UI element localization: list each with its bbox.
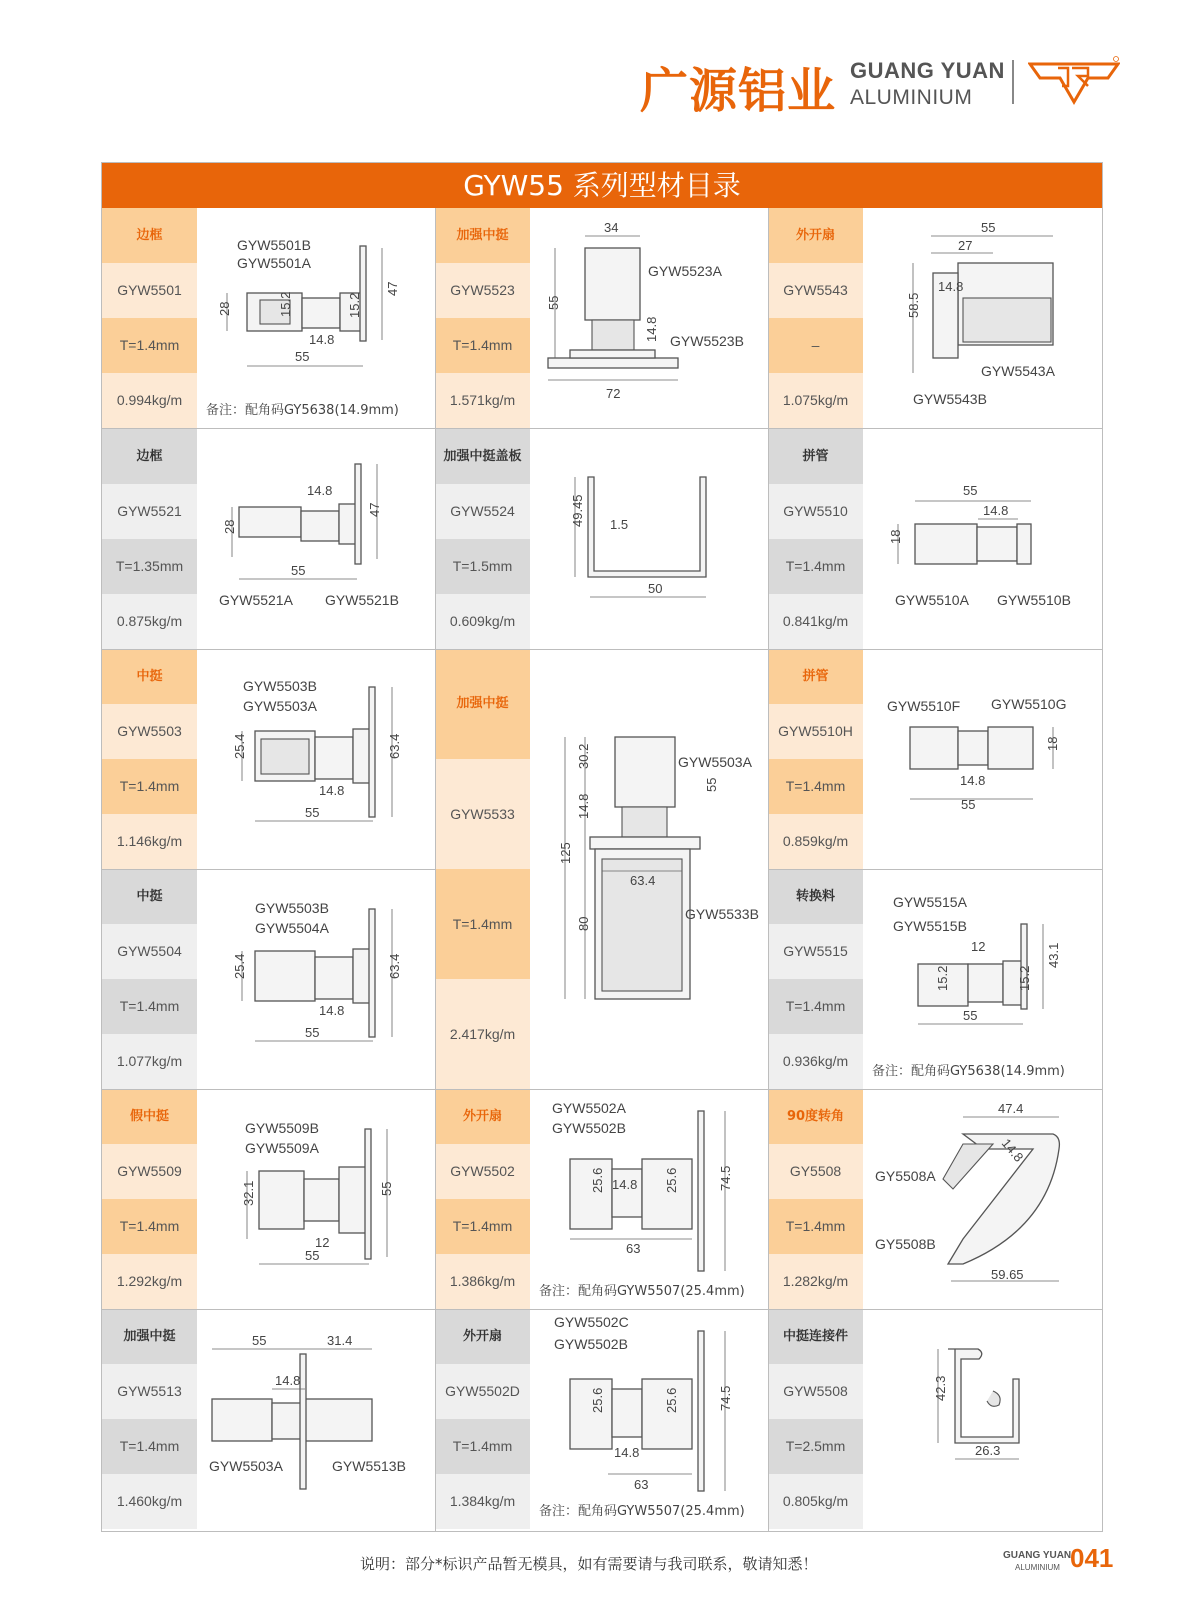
profile-code: GYW5521 (102, 484, 197, 539)
profile-thickness: T=1.5mm (435, 539, 530, 594)
dim-label: 63 (626, 1241, 641, 1256)
profile-thickness: T=1.4mm (768, 979, 863, 1034)
dim-label: 30.2 (576, 743, 591, 769)
profile-label: GYW5503A (678, 754, 752, 770)
catalog-title: GYW55 系列型材目录 (102, 163, 1102, 208)
profile-weight: 1.282kg/m (768, 1254, 863, 1309)
grid-divider (102, 649, 1102, 650)
brand-header (0, 52, 1200, 122)
profile-code: GYW5504 (102, 924, 197, 979)
dim-label: 55 (252, 1333, 267, 1348)
profile-category: 边框 (102, 208, 197, 263)
profile-thickness: T=1.4mm (768, 759, 863, 814)
dim-label: 14.8 (307, 483, 333, 498)
profile-weight: 0.859kg/m (768, 814, 863, 869)
profile-thickness: T=1.4mm (435, 869, 530, 979)
profile-note: 备注：配角码GY5638(14.9mm) (872, 1064, 1065, 1079)
profile-category: 加强中挺 (102, 1309, 197, 1364)
profile-cell (768, 1309, 1101, 1529)
profile-drawing (197, 869, 435, 1089)
dim-label: 14.8 (576, 793, 591, 819)
dim-label: 14.8 (938, 279, 964, 294)
profile-code: GYW5508 (768, 1364, 863, 1419)
dim-label: 55 (704, 777, 719, 792)
profile-label: GYW5533B (685, 906, 759, 922)
profile-cell (768, 208, 1101, 428)
profile-cell (435, 1089, 768, 1309)
dim-label: 14.8 (309, 332, 335, 347)
dim-label: 25.4 (232, 733, 247, 759)
profile-category: 90度转角 (768, 1089, 863, 1144)
dim-label: 43.1 (1046, 942, 1061, 968)
page-number: 041 (1070, 1543, 1114, 1573)
profile-code: GY5508 (768, 1144, 863, 1199)
profile-label: GYW5543B (913, 391, 987, 407)
profile-category: 转换料 (768, 869, 863, 924)
profile-thickness: T=1.4mm (102, 759, 197, 814)
profile-drawing (530, 1089, 768, 1309)
dim-label: 14.8 (614, 1445, 640, 1460)
footer-brand-line2: ALUMINIUM (1015, 1563, 1060, 1572)
profile-category: 外开扇 (435, 1089, 530, 1144)
dim-label: 47 (367, 502, 382, 517)
profile-category: 加强中挺盖板 (435, 429, 530, 484)
grid-divider (102, 869, 435, 870)
profile-cell (435, 429, 768, 649)
profile-category: 加强中挺 (435, 208, 530, 263)
profile-code: GYW5503 (102, 704, 197, 759)
profile-thickness: T=2.5mm (768, 1419, 863, 1474)
profile-label: GYW5502B (554, 1336, 628, 1352)
grid-divider (768, 869, 1102, 870)
profile-drawing (530, 208, 768, 428)
dim-label: 25.4 (232, 953, 247, 979)
profile-label: GYW5515A (893, 894, 967, 910)
profile-drawing (863, 429, 1101, 649)
dim-label: 47 (385, 281, 400, 296)
profile-category: 拼管 (768, 649, 863, 704)
profile-weight: 1.384kg/m (435, 1474, 530, 1529)
dim-label: 55 (546, 295, 561, 310)
profile-weight: 0.805kg/m (768, 1474, 863, 1529)
dim-label: 74.5 (718, 1165, 733, 1191)
profile-drawing (530, 429, 768, 649)
profile-cell (435, 649, 768, 1089)
profile-code: GYW5515 (768, 924, 863, 979)
profile-label: GYW5513B (332, 1458, 406, 1474)
brand-name-cn: 广源铝业 (640, 63, 837, 119)
profile-thickness: T=1.4mm (102, 318, 197, 373)
profile-cell (768, 649, 1101, 869)
dim-label: 58.5 (906, 292, 921, 318)
profile-label: GYW5521B (325, 592, 399, 608)
dim-label: 63 (634, 1477, 649, 1492)
grid-divider (768, 208, 769, 1531)
footer-note: 说明：部分*标识产品暂无模具，如有需要请与我司联系，敬请知悉！ (360, 1555, 818, 1573)
profile-note: 备注：配角码GYW5507(25.4mm) (539, 1504, 745, 1519)
profile-drawing (197, 1089, 435, 1309)
dim-label: 28 (217, 301, 232, 316)
dim-label: 18 (888, 529, 903, 544)
dim-label: 55 (291, 563, 306, 578)
dim-label: 63.4 (630, 873, 656, 888)
profile-cell (435, 1309, 768, 1529)
profile-label: GYW5503B (255, 900, 329, 916)
profile-drawing (197, 649, 435, 869)
profile-label: GYW5510G (991, 696, 1067, 712)
profile-code: GYW5502D (435, 1364, 530, 1419)
profile-label: GYW5543A (981, 363, 1055, 379)
catalog-table (101, 162, 1103, 1532)
profile-drawing (863, 649, 1101, 869)
dim-label: 80 (576, 916, 591, 931)
dim-label: 12 (971, 939, 986, 954)
profile-code: GYW5523 (435, 263, 530, 318)
profile-cell (435, 208, 768, 428)
dim-label: 32.1 (241, 1180, 256, 1206)
dim-label: 26.3 (975, 1443, 1001, 1458)
profile-cell (102, 429, 435, 649)
profile-note: 备注：配角码GYW5507(25.4mm) (539, 1284, 745, 1299)
dim-label: 49.45 (570, 494, 585, 527)
dim-label: 15.2 (278, 291, 293, 317)
dim-label: 14.8 (319, 783, 345, 798)
dim-label: 55 (305, 1025, 320, 1040)
profile-code: GYW5543 (768, 263, 863, 318)
profile-weight: 1.386kg/m (435, 1254, 530, 1309)
dim-label: 14.8 (319, 1003, 345, 1018)
dim-label: 14.8 (983, 503, 1009, 518)
profile-label: GY5508B (875, 1236, 936, 1252)
profile-weight: 0.609kg/m (435, 594, 530, 649)
dim-label: 34 (604, 220, 619, 235)
dim-label: 55 (963, 483, 978, 498)
profile-weight: 1.075kg/m (768, 373, 863, 428)
profile-label: GYW5523B (670, 333, 744, 349)
profile-label: GYW5502C (554, 1314, 629, 1330)
profile-code: GYW5509 (102, 1144, 197, 1199)
profile-label: GYW5501A (237, 255, 311, 271)
profile-label: GYW5501B (237, 237, 311, 253)
dim-label: 12 (315, 1235, 330, 1250)
dim-label: 47.4 (998, 1101, 1024, 1116)
grid-divider (102, 428, 1102, 429)
dim-label: 50 (648, 581, 663, 596)
dim-label: 55 (305, 1248, 320, 1263)
profile-thickness: – (768, 318, 863, 373)
profile-thickness: T=1.4mm (768, 1199, 863, 1254)
profile-label: GYW5510A (895, 592, 969, 608)
profile-category: 加强中挺 (435, 649, 530, 759)
profile-thickness: T=1.4mm (435, 1419, 530, 1474)
profile-code: GYW5533 (435, 759, 530, 869)
profile-code: GYW5524 (435, 484, 530, 539)
profile-label: GYW5502A (552, 1100, 626, 1116)
profile-category: 中挺 (102, 869, 197, 924)
profile-label: GYW5502B (552, 1120, 626, 1136)
profile-weight: 1.292kg/m (102, 1254, 197, 1309)
profile-drawing (863, 869, 1101, 1089)
profile-label: GYW5503A (243, 698, 317, 714)
profile-weight: 2.417kg/m (435, 979, 530, 1089)
dim-label: 31.4 (327, 1333, 353, 1348)
dim-label: 18 (1045, 736, 1060, 751)
dim-label: 55 (963, 1008, 978, 1023)
profile-weight: 1.571kg/m (435, 373, 530, 428)
dim-label: 14.8 (998, 1135, 1027, 1165)
grid-divider (435, 208, 436, 1531)
profile-thickness: T=1.4mm (102, 979, 197, 1034)
dim-label: 25.6 (590, 1387, 605, 1413)
profile-label: GYW5509B (245, 1120, 319, 1136)
dim-label: 28 (222, 519, 237, 534)
profile-label: GYW5523A (648, 263, 722, 279)
profile-weight: 0.936kg/m (768, 1034, 863, 1089)
profile-thickness: T=1.4mm (102, 1199, 197, 1254)
brand-name-en-line2: ALUMINIUM (850, 86, 973, 109)
profile-weight: 1.077kg/m (102, 1034, 197, 1089)
profile-label: GYW5515B (893, 918, 967, 934)
profile-thickness: T=1.4mm (768, 539, 863, 594)
dim-label: 15.2 (935, 965, 950, 991)
dim-label: 55 (961, 797, 976, 812)
dim-label: 25.6 (664, 1387, 679, 1413)
profile-category: 中挺 (102, 649, 197, 704)
profile-code: GYW5510 (768, 484, 863, 539)
dim-label: 55 (981, 220, 996, 235)
brand-separator (1012, 60, 1014, 104)
profile-thickness: T=1.4mm (435, 318, 530, 373)
dim-label: 27 (958, 238, 973, 253)
profile-weight: 0.875kg/m (102, 594, 197, 649)
profile-label: GYW5509A (245, 1140, 319, 1156)
profile-label: GY5508A (875, 1168, 936, 1184)
profile-drawing (197, 1309, 435, 1529)
dim-label: 15.2 (1017, 965, 1032, 991)
profile-thickness: T=1.4mm (435, 1199, 530, 1254)
footer-brand-line1: GUANG YUAN (1003, 1550, 1072, 1561)
dim-label: 59.65 (991, 1267, 1024, 1282)
profile-category: 中挺连接件 (768, 1309, 863, 1364)
profile-drawing (197, 429, 435, 649)
profile-cell (102, 1309, 435, 1529)
dim-label: 15.2 (347, 292, 362, 318)
profile-cell (768, 429, 1101, 649)
profile-cell (768, 869, 1101, 1089)
profile-cell (102, 208, 435, 428)
dim-label: 55 (305, 805, 320, 820)
dim-label: 25.6 (664, 1167, 679, 1193)
brand-logo-icon (1028, 56, 1120, 108)
profile-thickness: T=1.4mm (102, 1419, 197, 1474)
profile-code: GYW5501 (102, 263, 197, 318)
profile-code: GYW5510H (768, 704, 863, 759)
dim-label: 14.8 (644, 316, 659, 342)
profile-cell (768, 1089, 1101, 1309)
profile-note: 备注：配角码GY5638(14.9mm) (206, 403, 399, 418)
profile-drawing (863, 208, 1101, 428)
dim-label: 14.8 (960, 773, 986, 788)
dim-label: 63.4 (387, 953, 402, 979)
profile-drawing (863, 1089, 1101, 1309)
dim-label: 55 (379, 1181, 394, 1196)
profile-cell (102, 1089, 435, 1309)
profile-label: GYW5521A (219, 592, 293, 608)
profile-drawing (530, 1309, 768, 1529)
dim-label: 42.3 (933, 1375, 948, 1401)
profile-code: GYW5502 (435, 1144, 530, 1199)
profile-weight: 0.841kg/m (768, 594, 863, 649)
dim-label: 74.5 (718, 1385, 733, 1411)
profile-drawing (863, 1309, 1101, 1529)
profile-weight: 0.994kg/m (102, 373, 197, 428)
profile-cell (102, 649, 435, 869)
dim-label: 72 (606, 386, 621, 401)
profile-cell (102, 869, 435, 1089)
brand-name-en-line1: GUANG YUAN (850, 58, 1005, 83)
profile-category: 假中挺 (102, 1089, 197, 1144)
profile-weight: 1.146kg/m (102, 814, 197, 869)
profile-thickness: T=1.35mm (102, 539, 197, 594)
profile-label: GYW5503A (209, 1458, 283, 1474)
profile-label: GYW5510B (997, 592, 1071, 608)
profile-weight: 1.460kg/m (102, 1474, 197, 1529)
grid-divider (102, 1309, 1102, 1310)
dim-label: 55 (295, 349, 310, 364)
profile-category: 外开扇 (435, 1309, 530, 1364)
profile-drawing (530, 649, 768, 1089)
profile-drawing (197, 208, 435, 428)
profile-label: GYW5504A (255, 920, 329, 936)
dim-label: 14.8 (275, 1373, 301, 1388)
profile-label: GYW5503B (243, 678, 317, 694)
profile-code: GYW5513 (102, 1364, 197, 1419)
dim-label: 25.6 (590, 1167, 605, 1193)
dim-label: 63.4 (387, 733, 402, 759)
dim-label: 125 (558, 842, 573, 864)
profile-category: 拼管 (768, 429, 863, 484)
profile-category: 边框 (102, 429, 197, 484)
profile-category: 外开扇 (768, 208, 863, 263)
dim-label: 14.8 (612, 1177, 638, 1192)
profile-label: GYW5510F (887, 698, 961, 714)
dim-label: 1.5 (610, 517, 629, 532)
grid-divider (102, 1089, 1102, 1090)
